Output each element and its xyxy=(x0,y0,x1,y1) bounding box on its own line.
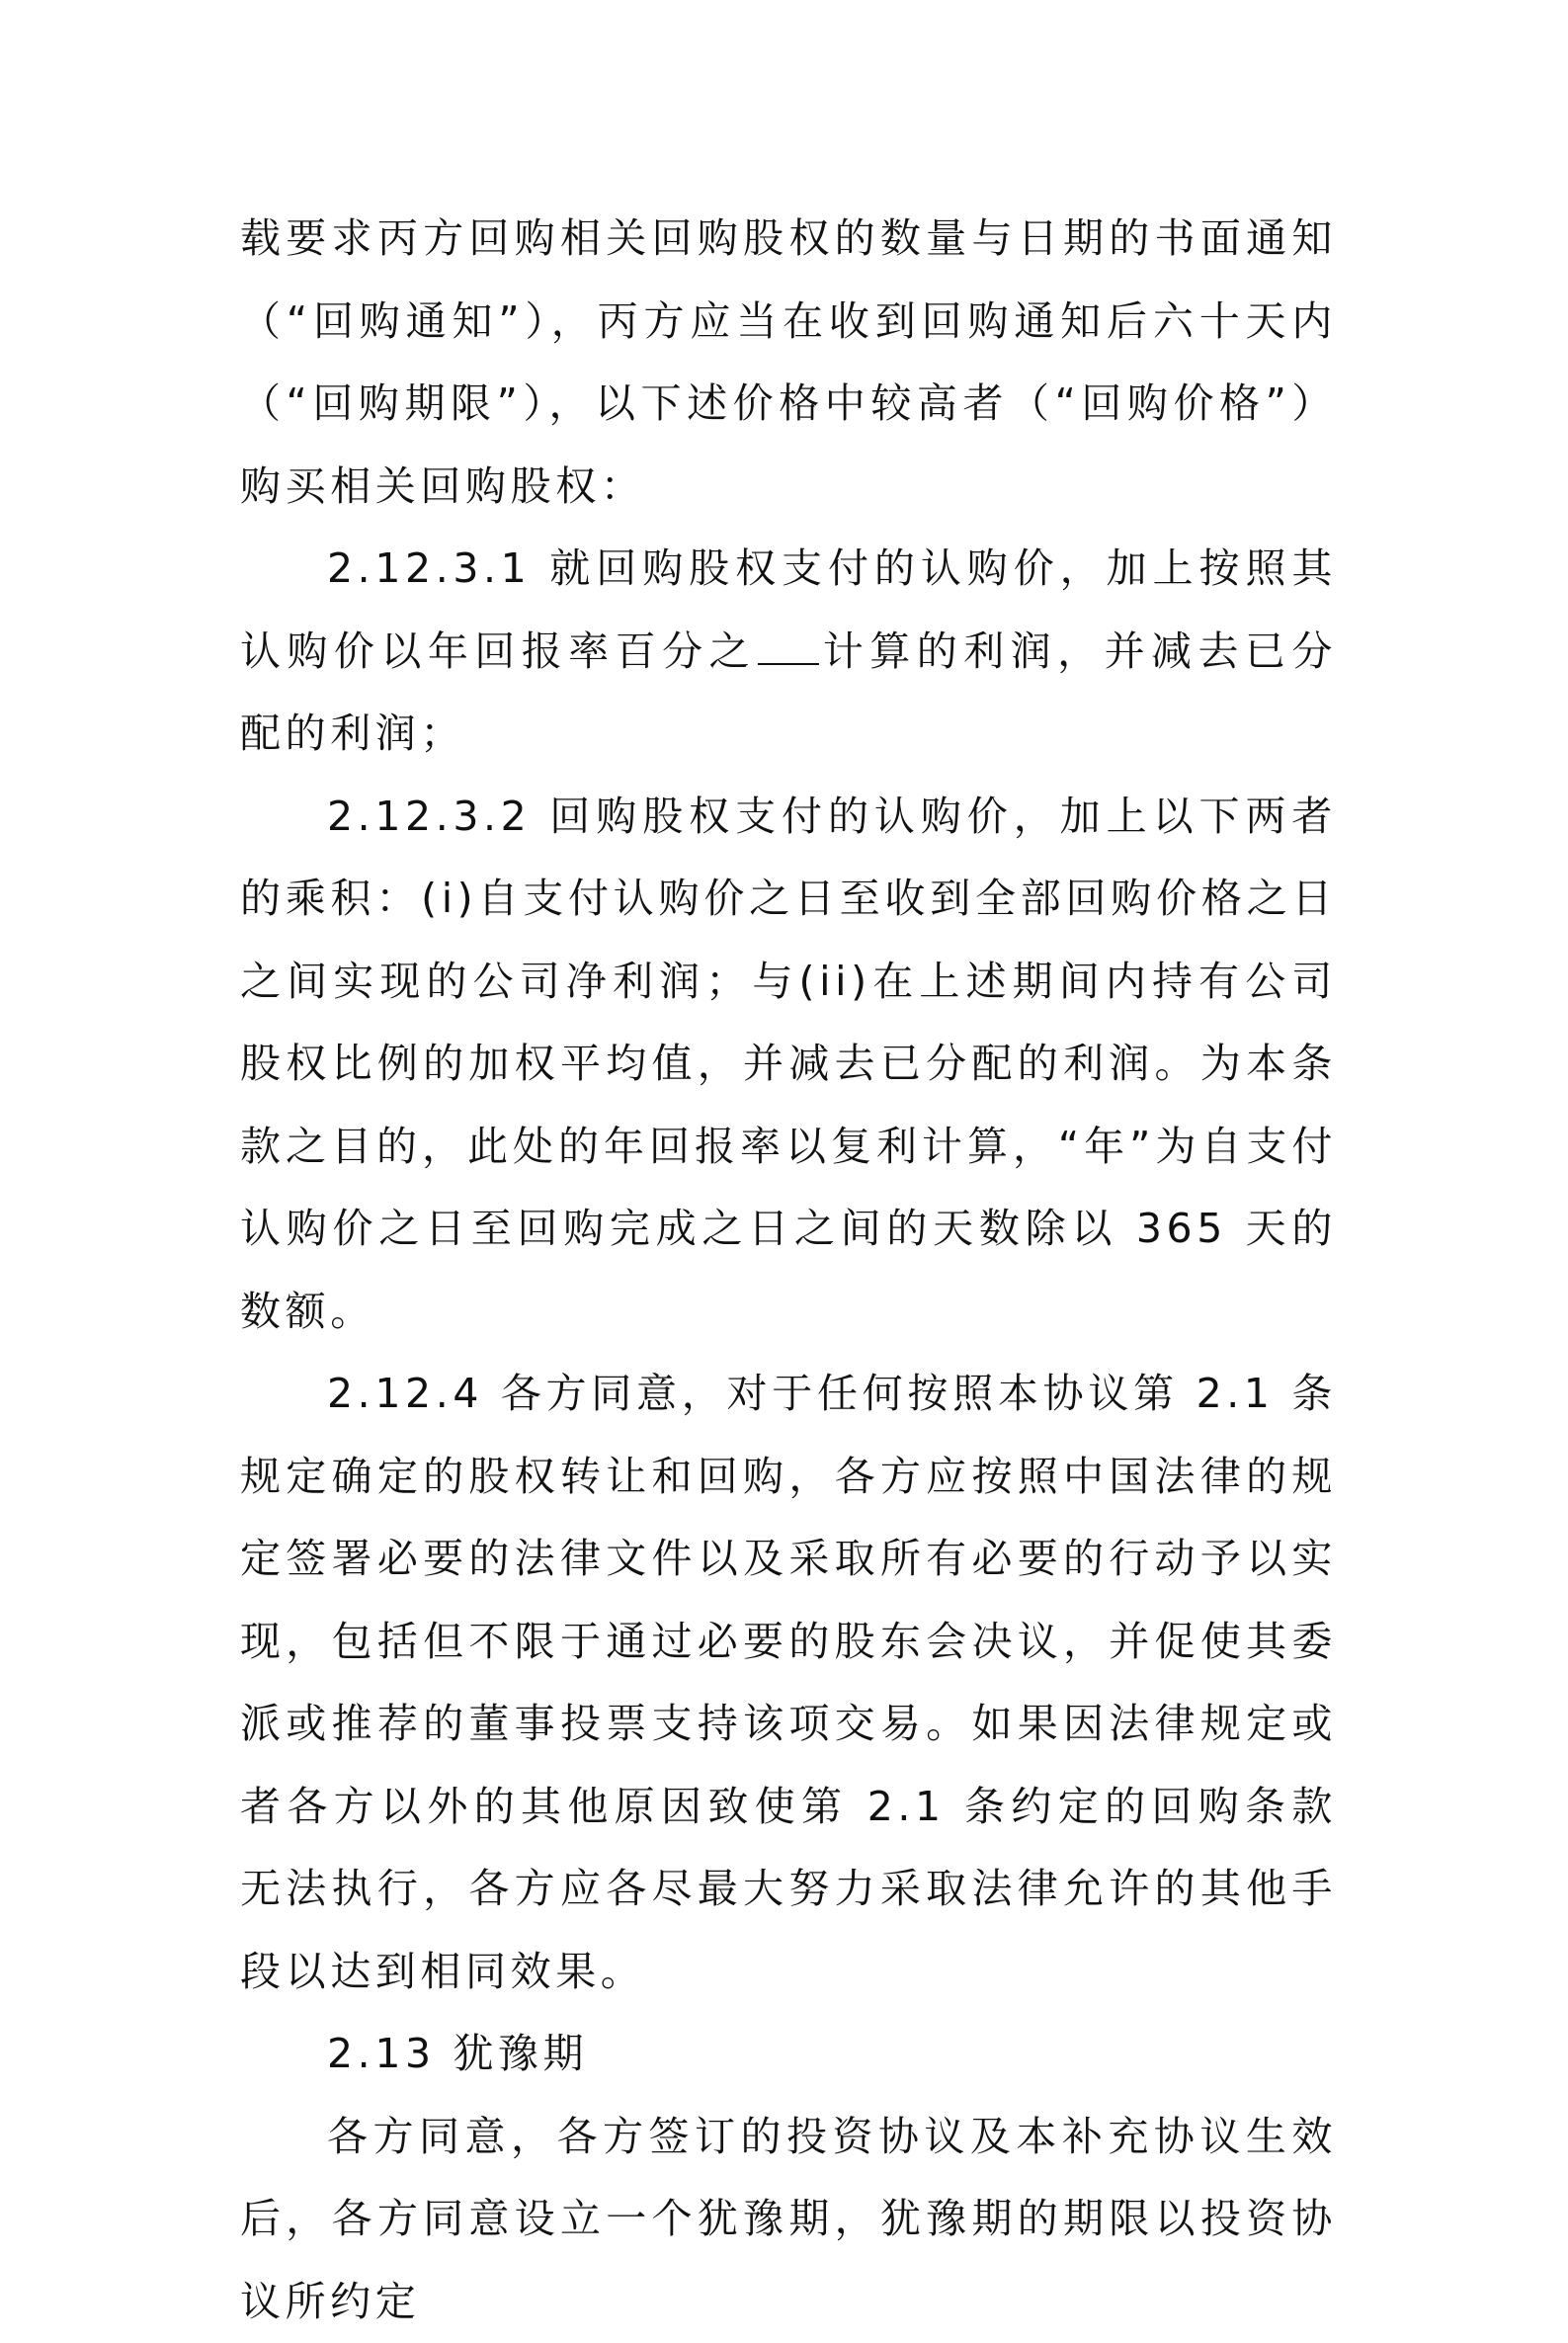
paragraph-2-12-3-2: 2.12.3.2 回购股权支付的认购价，加上以下两者的乘积：(i)自支付认购价之日至收到全部回购价格之日之间实现的公司净利润；与(ii)在上述期间内持有公司股权比例的加权平均值，并减去已分配的利润。为本条款之目的，此处的年回报率以复利计算，“年”为自支付认购价之日至回购完成之日之间的天数除以 365 天的数额。 xyxy=(240,776,1337,1354)
paragraph-2-12-3-1 xyxy=(240,528,1337,776)
clause-2-12-3-1-text: 2.12.3.1 就回购股权支付的认购价，加上按照其认购价以年回报率百分之 xyxy=(240,544,1337,675)
paragraph-2-13-body: 各方同意，各方签订的投资协议及本补充协议生效后，各方同意设立一个犹豫期，犹豫期的期限以投资协议所约定 xyxy=(240,2096,1337,2343)
return-rate-blank xyxy=(758,629,819,665)
paragraph-2-12-4: 2.12.4 各方同意，对于任何按照本协议第 2.1 条规定确定的股权转让和回购，各方应按照中国法律的规定签署必要的法律文件以及采取所有必要的行动予以实现，包括但不限于通过必要的股东会决议，并促使其委派或推荐的董事投票支持该项交易。如果因法律规定或者各方以外的其他原因致使第 2.1 条约定的回购条款无法执行，各方应各尽最大努力采取法律允许的其他手段以达到相同效果。 xyxy=(240,1353,1337,2013)
document-body xyxy=(240,198,1337,2343)
heading-2-13-cooling-off-period: 2.13 犹豫期 xyxy=(240,2013,1337,2096)
clause-2-12-3-1-tail: 计算的利润，并减去已分配的利润； xyxy=(240,628,1337,758)
paragraph-repurchase-notice: 载要求丙方回购相关回购股权的数量与日期的书面通知（“回购通知”），丙方应当在收到回购通知后六十天内（“回购期限”），以下述价格中较高者（“回购价格”）购买相关回购股权： xyxy=(240,198,1337,528)
